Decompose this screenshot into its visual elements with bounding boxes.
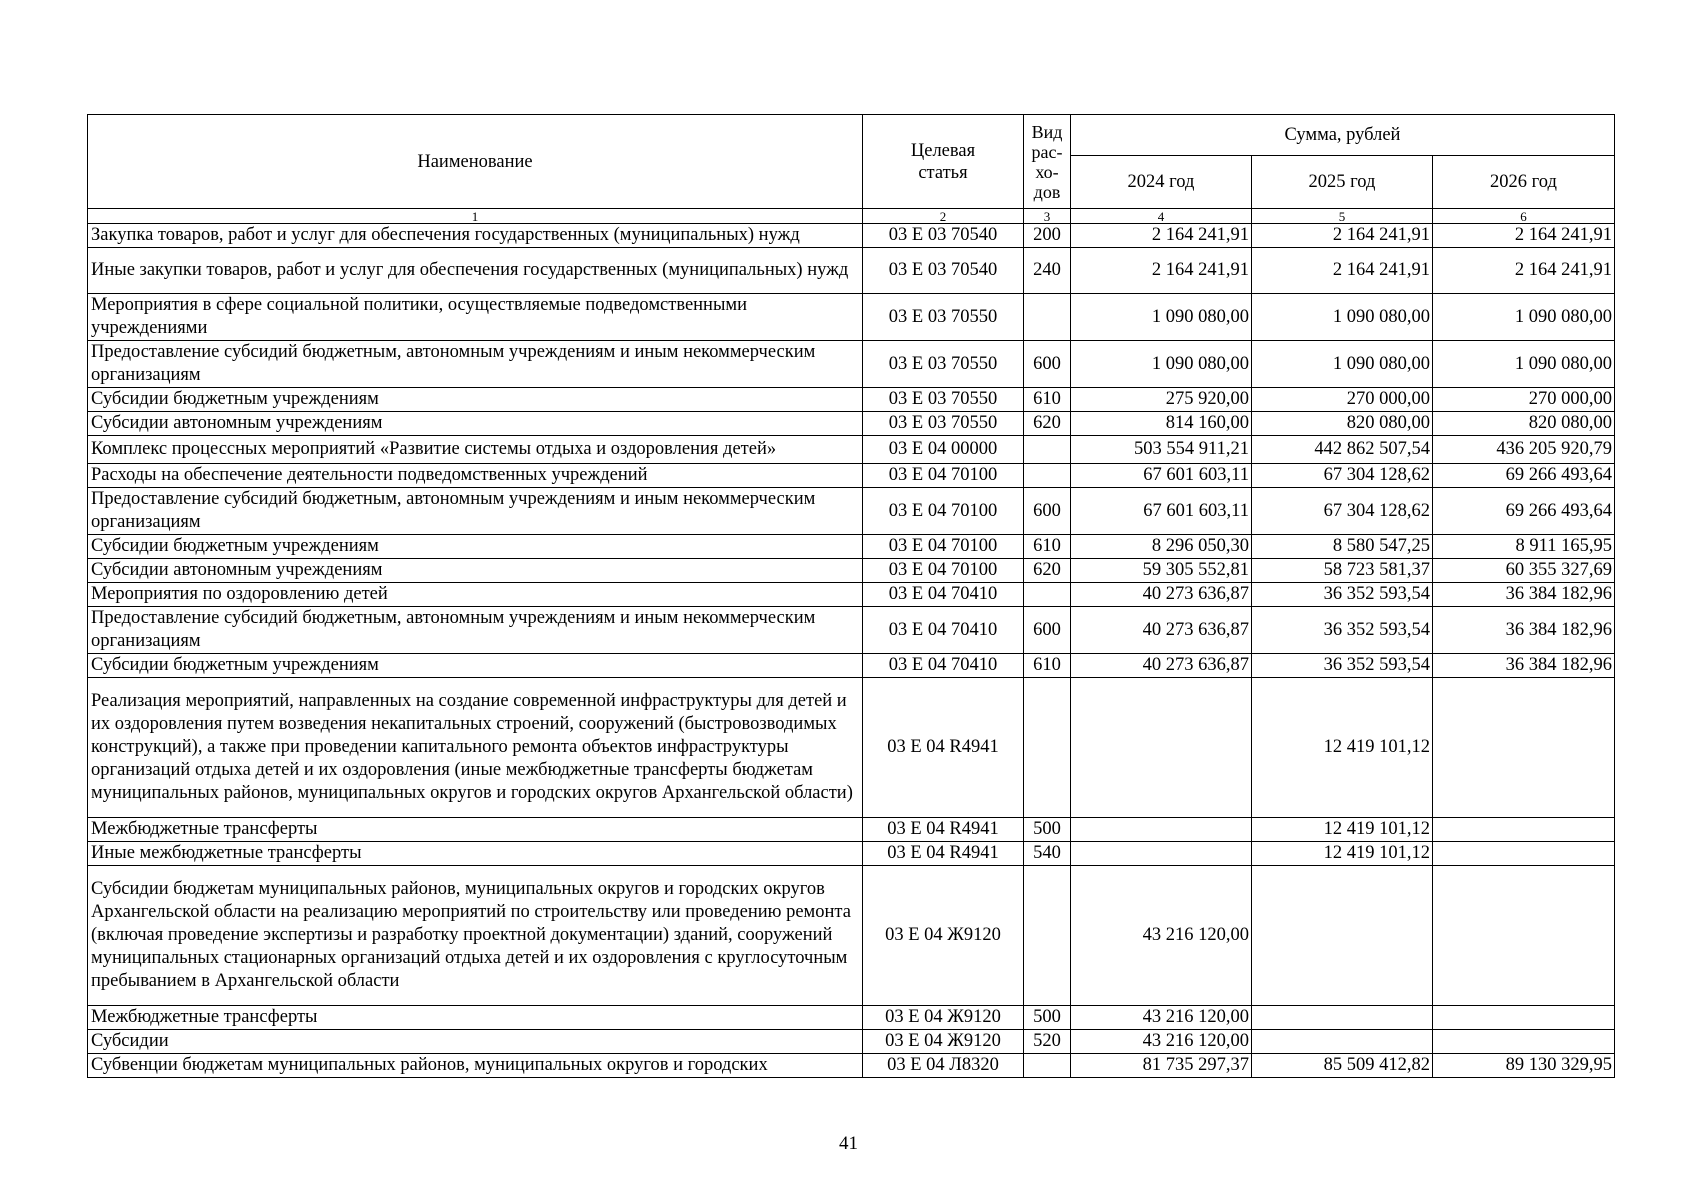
header-sum: Сумма, рублей [1071, 115, 1615, 156]
row-name: Субвенции бюджетам муниципальных районов, муниципальных округов и городских [88, 1054, 863, 1078]
row-expense-kind [1024, 464, 1071, 488]
row-target-article: 03 Е 04 00000 [863, 436, 1024, 464]
row-target-article: 03 Е 04 Ж9120 [863, 1006, 1024, 1030]
row-amount-2026: 1 090 080,00 [1433, 294, 1615, 341]
row-amount-2025 [1252, 866, 1433, 1006]
row-amount-2024: 2 164 241,91 [1071, 224, 1252, 248]
row-amount-2024: 43 216 120,00 [1071, 1006, 1252, 1030]
column-number: 3 [1024, 209, 1071, 224]
row-target-article: 03 Е 03 70550 [863, 412, 1024, 436]
table-row [88, 842, 1615, 866]
row-amount-2024: 67 601 603,11 [1071, 464, 1252, 488]
row-amount-2024: 40 273 636,87 [1071, 607, 1252, 654]
row-name: Межбюджетные трансферты [88, 818, 863, 842]
row-amount-2024: 503 554 911,21 [1071, 436, 1252, 464]
table-row [88, 488, 1615, 535]
table-row [88, 866, 1615, 1006]
row-amount-2025: 1 090 080,00 [1252, 294, 1433, 341]
row-name: Предоставление субсидий бюджетным, автономным учреждениям и иным некоммерческим организациям [88, 607, 863, 654]
row-amount-2024: 814 160,00 [1071, 412, 1252, 436]
row-target-article: 03 Е 04 70410 [863, 654, 1024, 678]
row-expense-kind [1024, 1054, 1071, 1078]
row-amount-2024: 43 216 120,00 [1071, 866, 1252, 1006]
row-amount-2026: 60 355 327,69 [1433, 559, 1615, 583]
table-row [88, 1006, 1615, 1030]
row-amount-2024: 59 305 552,81 [1071, 559, 1252, 583]
row-target-article: 03 Е 04 70410 [863, 583, 1024, 607]
row-expense-kind: 500 [1024, 1006, 1071, 1030]
table-row [88, 388, 1615, 412]
row-amount-2025: 442 862 507,54 [1252, 436, 1433, 464]
table-row [88, 535, 1615, 559]
row-name: Субсидии бюджетным учреждениям [88, 388, 863, 412]
row-amount-2025: 12 419 101,12 [1252, 842, 1433, 866]
row-name: Иные межбюджетные трансферты [88, 842, 863, 866]
row-name: Расходы на обеспечение деятельности подведомственных учреждений [88, 464, 863, 488]
row-expense-kind: 600 [1024, 341, 1071, 388]
row-amount-2024: 2 164 241,91 [1071, 248, 1252, 294]
row-target-article: 03 Е 03 70540 [863, 224, 1024, 248]
row-target-article: 03 Е 04 70100 [863, 535, 1024, 559]
row-amount-2026 [1433, 1006, 1615, 1030]
header-target-article: Целевая статья [863, 115, 1024, 209]
row-expense-kind [1024, 436, 1071, 464]
row-amount-2026 [1433, 818, 1615, 842]
row-expense-kind [1024, 678, 1071, 818]
table-row [88, 1030, 1615, 1054]
row-target-article: 03 Е 03 70550 [863, 341, 1024, 388]
row-amount-2025: 67 304 128,62 [1252, 464, 1433, 488]
row-expense-kind [1024, 583, 1071, 607]
column-number: 6 [1433, 209, 1615, 224]
row-expense-kind: 500 [1024, 818, 1071, 842]
row-amount-2025: 12 419 101,12 [1252, 818, 1433, 842]
row-target-article: 03 Е 04 Л8320 [863, 1054, 1024, 1078]
row-amount-2026: 820 080,00 [1433, 412, 1615, 436]
row-amount-2024 [1071, 842, 1252, 866]
header-year-2024: 2024 год [1071, 156, 1252, 209]
budget-table [87, 114, 1615, 1078]
row-amount-2025: 36 352 593,54 [1252, 607, 1433, 654]
row-expense-kind: 200 [1024, 224, 1071, 248]
row-amount-2025: 12 419 101,12 [1252, 678, 1433, 818]
header-expense-kind: Вид рас- хо- дов [1024, 115, 1071, 209]
table-row [88, 248, 1615, 294]
column-number: 4 [1071, 209, 1252, 224]
row-name: Предоставление субсидий бюджетным, автономным учреждениям и иным некоммерческим организациям [88, 488, 863, 535]
row-target-article: 03 Е 03 70550 [863, 294, 1024, 341]
row-amount-2026 [1433, 866, 1615, 1006]
row-expense-kind: 600 [1024, 488, 1071, 535]
header-name: Наименование [88, 115, 863, 209]
row-expense-kind: 240 [1024, 248, 1071, 294]
column-number: 5 [1252, 209, 1433, 224]
row-expense-kind: 620 [1024, 412, 1071, 436]
row-expense-kind: 600 [1024, 607, 1071, 654]
header-year-2026: 2026 год [1433, 156, 1615, 209]
row-amount-2024: 40 273 636,87 [1071, 583, 1252, 607]
table-row [88, 607, 1615, 654]
row-amount-2024: 67 601 603,11 [1071, 488, 1252, 535]
row-amount-2024: 8 296 050,30 [1071, 535, 1252, 559]
row-target-article: 03 Е 04 70100 [863, 464, 1024, 488]
row-amount-2025: 36 352 593,54 [1252, 583, 1433, 607]
row-target-article: 03 Е 04 70100 [863, 559, 1024, 583]
row-expense-kind [1024, 866, 1071, 1006]
row-amount-2026: 89 130 329,95 [1433, 1054, 1615, 1078]
row-amount-2025 [1252, 1006, 1433, 1030]
row-amount-2026: 36 384 182,96 [1433, 654, 1615, 678]
row-amount-2025: 36 352 593,54 [1252, 654, 1433, 678]
row-amount-2024: 1 090 080,00 [1071, 341, 1252, 388]
row-amount-2024: 43 216 120,00 [1071, 1030, 1252, 1054]
row-amount-2024 [1071, 818, 1252, 842]
table-row [88, 678, 1615, 818]
row-expense-kind [1024, 294, 1071, 341]
table-row [88, 818, 1615, 842]
row-target-article: 03 Е 04 R4941 [863, 818, 1024, 842]
row-amount-2026: 270 000,00 [1433, 388, 1615, 412]
row-name: Субсидии бюджетным учреждениям [88, 654, 863, 678]
row-name: Мероприятия в сфере социальной политики, осуществляемые подведомственными учреждениями [88, 294, 863, 341]
table-row [88, 583, 1615, 607]
row-expense-kind: 620 [1024, 559, 1071, 583]
row-target-article: 03 Е 04 70100 [863, 488, 1024, 535]
row-amount-2026: 1 090 080,00 [1433, 341, 1615, 388]
row-amount-2024: 81 735 297,37 [1071, 1054, 1252, 1078]
row-name: Предоставление субсидий бюджетным, автономным учреждениям и иным некоммерческим организациям [88, 341, 863, 388]
row-amount-2025: 1 090 080,00 [1252, 341, 1433, 388]
row-name: Мероприятия по оздоровлению детей [88, 583, 863, 607]
table-row [88, 654, 1615, 678]
row-amount-2025: 85 509 412,82 [1252, 1054, 1433, 1078]
row-amount-2026: 69 266 493,64 [1433, 488, 1615, 535]
row-expense-kind: 610 [1024, 654, 1071, 678]
header-year-2025: 2025 год [1252, 156, 1433, 209]
row-amount-2026 [1433, 1030, 1615, 1054]
row-target-article: 03 Е 03 70550 [863, 388, 1024, 412]
table-row [88, 464, 1615, 488]
row-amount-2026 [1433, 842, 1615, 866]
row-expense-kind: 610 [1024, 388, 1071, 412]
row-amount-2026: 69 266 493,64 [1433, 464, 1615, 488]
row-target-article: 03 Е 03 70540 [863, 248, 1024, 294]
row-target-article: 03 Е 04 R4941 [863, 842, 1024, 866]
row-target-article: 03 Е 04 Ж9120 [863, 1030, 1024, 1054]
row-amount-2025: 270 000,00 [1252, 388, 1433, 412]
row-amount-2026: 436 205 920,79 [1433, 436, 1615, 464]
table-row [88, 341, 1615, 388]
table-row [88, 224, 1615, 248]
table-row [88, 559, 1615, 583]
table-row [88, 1054, 1615, 1078]
row-amount-2025: 2 164 241,91 [1252, 248, 1433, 294]
row-name: Межбюджетные трансферты [88, 1006, 863, 1030]
table-row [88, 436, 1615, 464]
row-name: Субсидии автономным учреждениям [88, 412, 863, 436]
column-number: 1 [88, 209, 863, 224]
row-target-article: 03 Е 04 R4941 [863, 678, 1024, 818]
row-expense-kind: 520 [1024, 1030, 1071, 1054]
row-name: Комплекс процессных мероприятий «Развитие системы отдыха и оздоровления детей» [88, 436, 863, 464]
row-name: Субсидии автономным учреждениям [88, 559, 863, 583]
row-amount-2025: 8 580 547,25 [1252, 535, 1433, 559]
row-name: Субсидии бюджетным учреждениям [88, 535, 863, 559]
row-amount-2025: 67 304 128,62 [1252, 488, 1433, 535]
table-row [88, 294, 1615, 341]
row-amount-2026: 36 384 182,96 [1433, 607, 1615, 654]
row-target-article: 03 Е 04 70410 [863, 607, 1024, 654]
row-name: Реализация мероприятий, направленных на создание современной инфраструктуры для детей и их оздоровления путем возведения некапитальных строений, сооружений (быстровозводимых конструкций), а также при проведении капитального ремонта объектов инфраструктуры организаций отдыха детей и их оздоровления (иные межбюджетные трансферты бюджетам муниципальных районов, муниципальных округов и городских округов Архангельской области) [88, 678, 863, 818]
row-name: Закупка товаров, работ и услуг для обеспечения государственных (муниципальных) нужд [88, 224, 863, 248]
row-amount-2024 [1071, 678, 1252, 818]
row-amount-2025: 2 164 241,91 [1252, 224, 1433, 248]
page-number: 41 [839, 1133, 858, 1154]
row-amount-2026: 2 164 241,91 [1433, 248, 1615, 294]
column-number-row [88, 209, 1615, 224]
row-name: Иные закупки товаров, работ и услуг для обеспечения государственных (муниципальных) нужд [88, 248, 863, 294]
row-amount-2026: 2 164 241,91 [1433, 224, 1615, 248]
row-amount-2026: 8 911 165,95 [1433, 535, 1615, 559]
row-amount-2024: 1 090 080,00 [1071, 294, 1252, 341]
row-amount-2025: 58 723 581,37 [1252, 559, 1433, 583]
row-amount-2026 [1433, 678, 1615, 818]
row-expense-kind: 540 [1024, 842, 1071, 866]
row-target-article: 03 Е 04 Ж9120 [863, 866, 1024, 1006]
row-amount-2024: 275 920,00 [1071, 388, 1252, 412]
row-name: Субсидии бюджетам муниципальных районов, муниципальных округов и городских округов Архангельской области на реализацию мероприятий по строительству или проведению ремонта (включая проведение экспертизы и разработку проектной документации) зданий, сооружений муниципальных стационарных организаций отдыха детей и их оздоровления с круглосуточным пребыванием в Архангельской области [88, 866, 863, 1006]
row-amount-2025: 820 080,00 [1252, 412, 1433, 436]
row-amount-2026: 36 384 182,96 [1433, 583, 1615, 607]
table-row [88, 412, 1615, 436]
row-expense-kind: 610 [1024, 535, 1071, 559]
column-number: 2 [863, 209, 1024, 224]
row-amount-2024: 40 273 636,87 [1071, 654, 1252, 678]
row-name: Субсидии [88, 1030, 863, 1054]
row-amount-2025 [1252, 1030, 1433, 1054]
